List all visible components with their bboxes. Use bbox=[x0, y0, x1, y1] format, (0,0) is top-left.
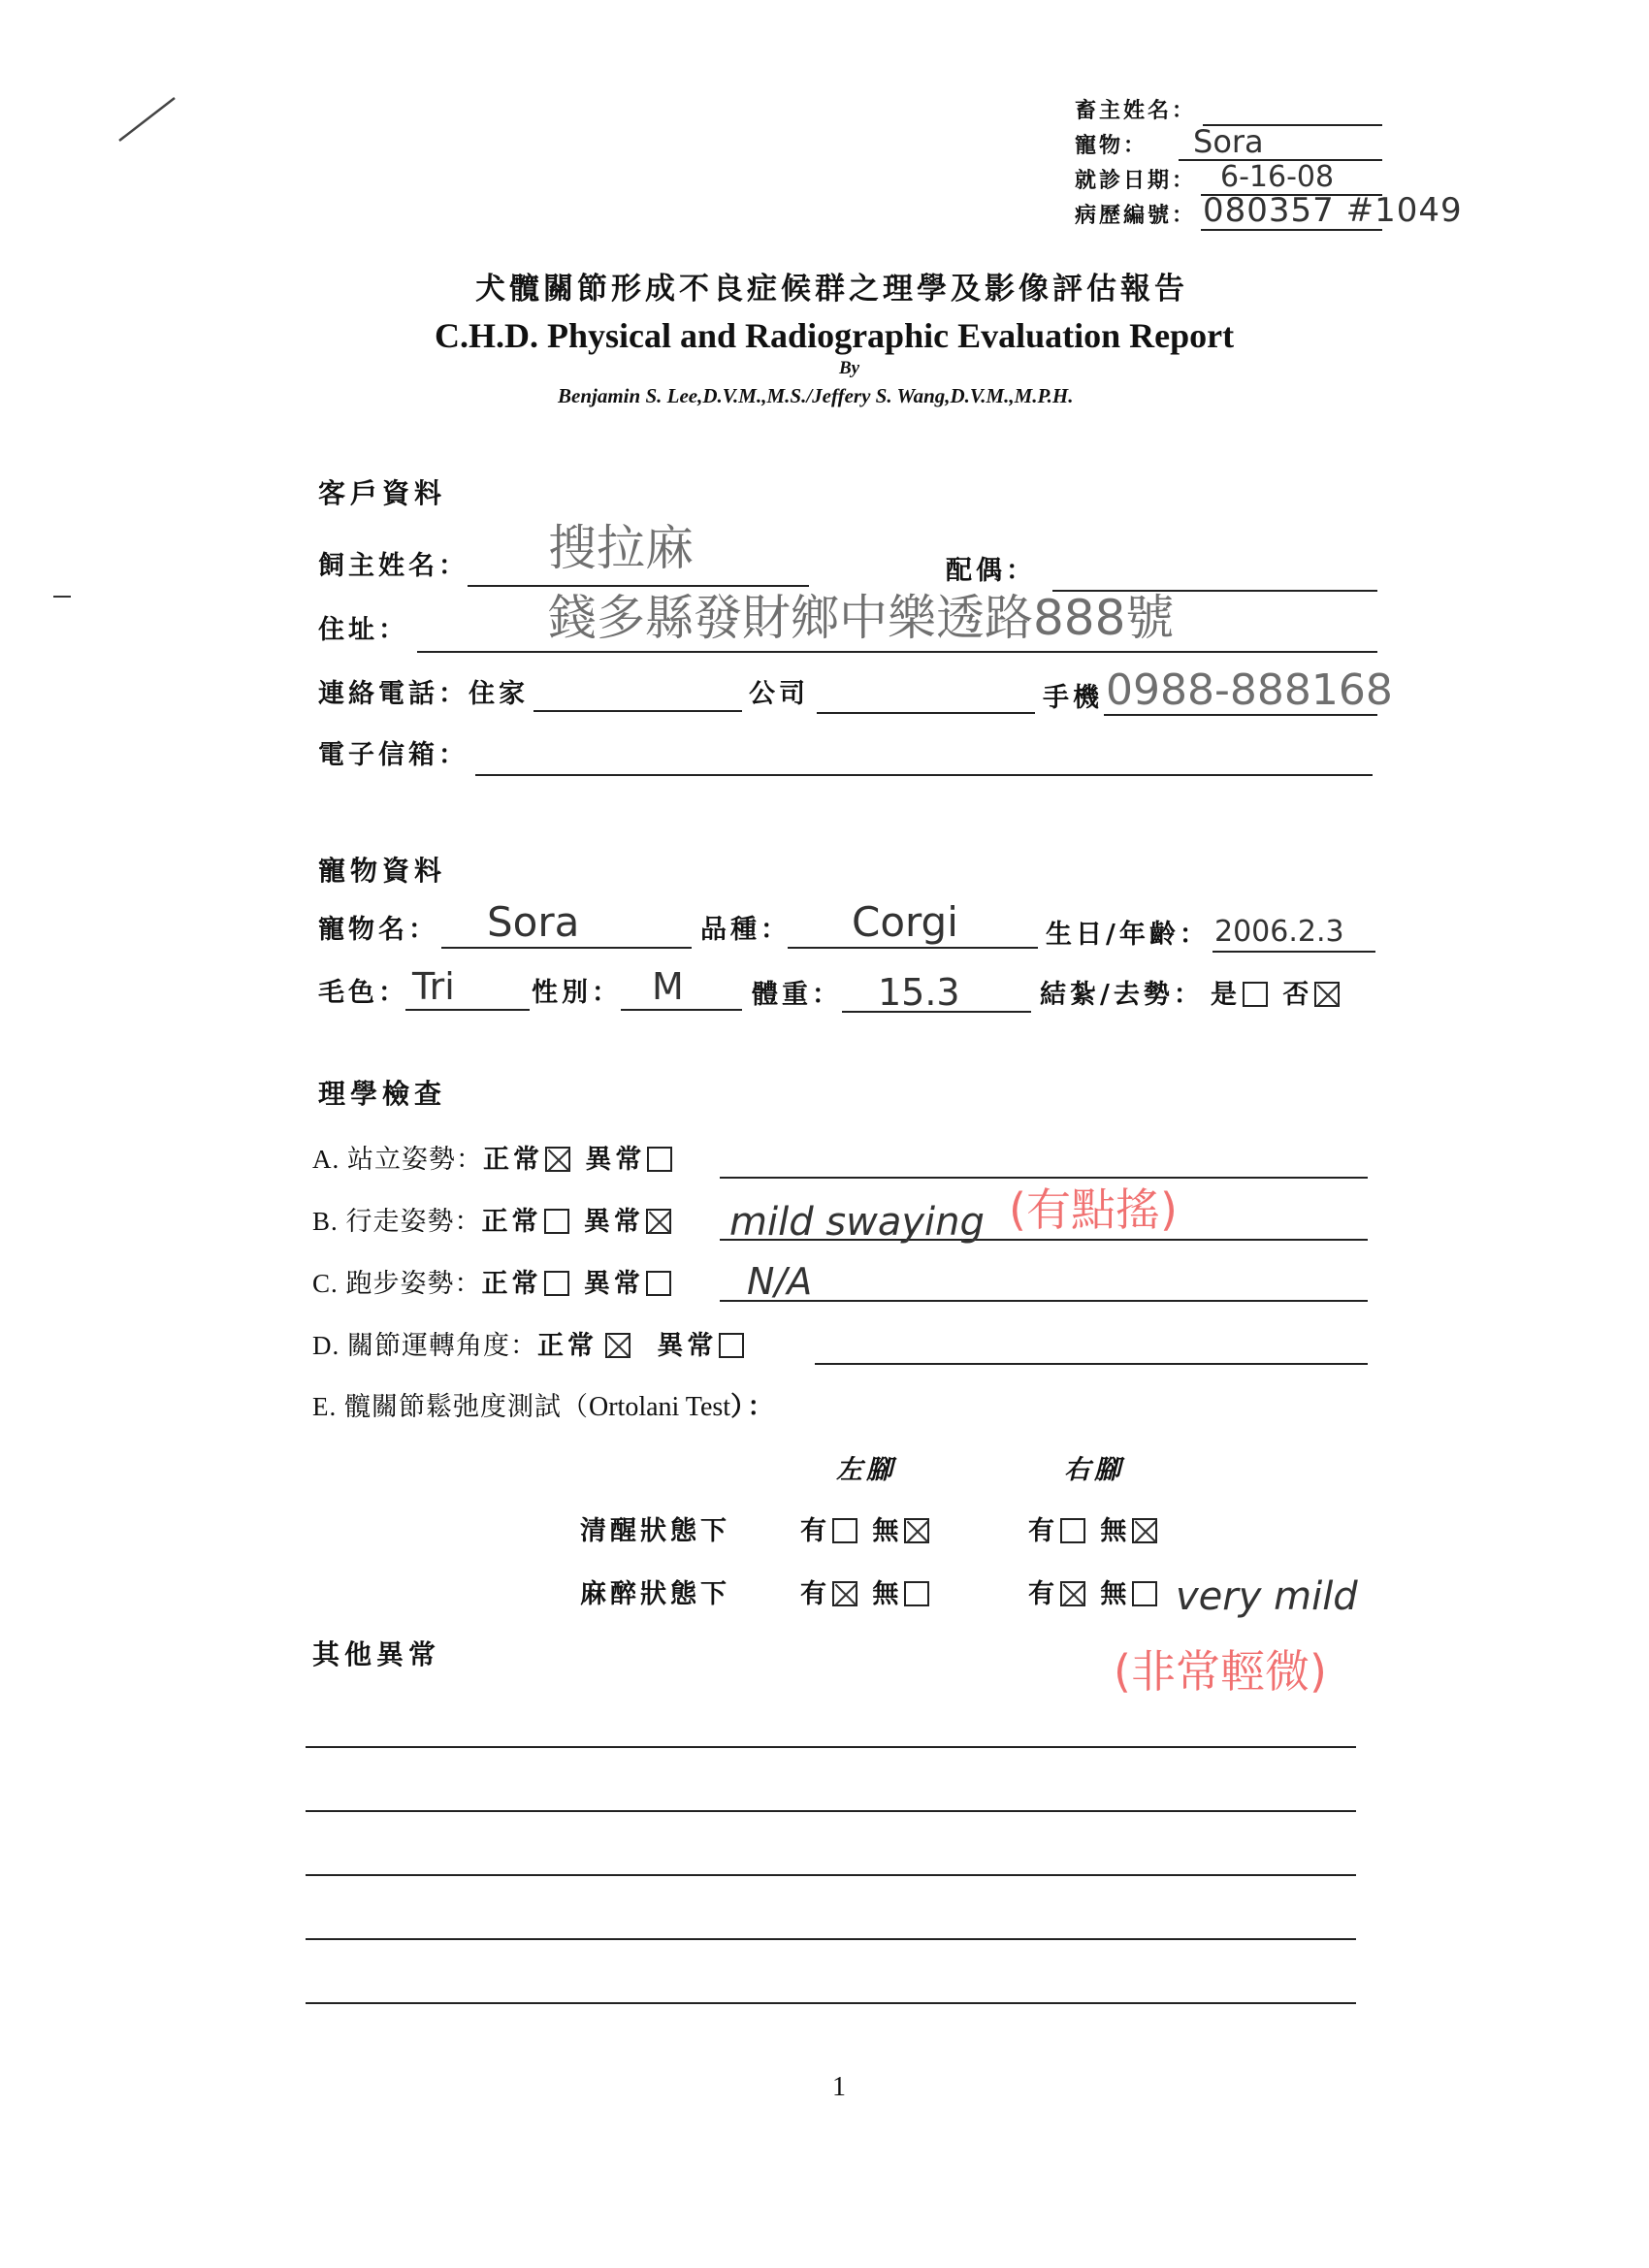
exam-b-abnormal-label: 異常 bbox=[583, 1207, 644, 1237]
breed-line bbox=[788, 947, 1038, 949]
anesth-right-has-checkbox[interactable] bbox=[1060, 1581, 1085, 1606]
exam-d-label: D. 關節運轉角度： bbox=[312, 1331, 537, 1360]
coat-label: 毛色： bbox=[318, 978, 408, 1008]
anesth-left-has-checkbox[interactable] bbox=[832, 1581, 857, 1606]
birth-label: 生日/年齡： bbox=[1046, 920, 1210, 950]
header-owner-label: 畜主姓名： bbox=[1075, 98, 1197, 123]
pet-section-title: 寵物資料 bbox=[318, 855, 447, 887]
pen-mark-icon bbox=[116, 92, 184, 146]
awake-right-none-checkbox[interactable] bbox=[1132, 1518, 1157, 1543]
phone-company-line bbox=[817, 712, 1035, 714]
exam-e-row bbox=[312, 1394, 778, 1421]
exam-a-label: A. 站立姿勢： bbox=[312, 1145, 483, 1174]
anesth-left-has-label: 有 bbox=[800, 1579, 830, 1609]
page-number: 1 bbox=[832, 2072, 846, 2102]
anesth-right-none-checkbox[interactable] bbox=[1132, 1581, 1157, 1606]
address-label: 住址： bbox=[318, 615, 408, 645]
exam-d-abnormal-checkbox[interactable] bbox=[719, 1333, 744, 1358]
coat-value[interactable]: Tri bbox=[412, 965, 455, 1008]
exam-c-abnormal-checkbox[interactable] bbox=[646, 1271, 671, 1296]
exam-c-normal-checkbox[interactable] bbox=[544, 1271, 569, 1296]
report-authors: Benjamin S. Lee,D.V.M.,M.S./Jeffery S. Wang,D.V.M.,M.P.H. bbox=[558, 384, 1074, 407]
exam-c-label: C. 跑步姿勢： bbox=[312, 1269, 482, 1298]
owner-name-line bbox=[468, 585, 809, 587]
anesth-left-none-checkbox[interactable] bbox=[904, 1581, 929, 1606]
awake-left-none-checkbox[interactable] bbox=[904, 1518, 929, 1543]
exam-b-note[interactable]: mild swaying bbox=[729, 1200, 985, 1245]
address-value[interactable]: 錢多縣發財鄉中樂透路888號 bbox=[548, 590, 1175, 646]
breed-value[interactable]: Corgi bbox=[852, 898, 958, 946]
stray-mark bbox=[53, 596, 71, 598]
exam-a-row bbox=[312, 1147, 674, 1173]
exam-b-note-zh: (有點搖) bbox=[1009, 1183, 1178, 1236]
pet-name-value[interactable]: Sora bbox=[487, 898, 580, 946]
other-line-4 bbox=[306, 1938, 1356, 1940]
neuter-yes-label: 是 bbox=[1211, 980, 1241, 1010]
right-leg-note-zh: (非常輕微) bbox=[1114, 1645, 1327, 1698]
email-label: 電子信箱： bbox=[318, 740, 469, 770]
header-visit-date-value[interactable]: 6-16-08 bbox=[1220, 160, 1335, 194]
anesth-right-options bbox=[1028, 1581, 1159, 1607]
neuter-yes-checkbox[interactable] bbox=[1243, 982, 1268, 1007]
phone-home-line bbox=[534, 710, 742, 712]
exam-c-normal-label: 正常 bbox=[481, 1269, 542, 1299]
owner-name-value[interactable]: 搜拉麻 bbox=[548, 520, 694, 576]
exam-c-note[interactable]: N/A bbox=[747, 1260, 813, 1303]
exam-d-row bbox=[312, 1333, 746, 1359]
client-section-title: 客戶資料 bbox=[318, 477, 447, 509]
right-leg-note[interactable]: very mild bbox=[1176, 1574, 1358, 1619]
exam-e-end: ）： bbox=[730, 1392, 778, 1422]
header-record-no-label: 病歷編號： bbox=[1075, 203, 1197, 228]
awake-left-none-label: 無 bbox=[872, 1516, 903, 1546]
exam-b-normal-label: 正常 bbox=[481, 1207, 542, 1237]
exam-a-abnormal-checkbox[interactable] bbox=[647, 1147, 672, 1172]
exam-b-row bbox=[312, 1209, 673, 1235]
anesth-left-options bbox=[800, 1581, 931, 1607]
anesth-label: 麻醉狀態下 bbox=[580, 1579, 730, 1609]
exam-a-abnormal-label: 異常 bbox=[585, 1145, 646, 1175]
spouse-label: 配偶： bbox=[946, 556, 1036, 586]
other-line-5 bbox=[306, 2002, 1356, 2004]
neuter-no-checkbox[interactable] bbox=[1314, 982, 1340, 1007]
breed-label: 品種： bbox=[700, 915, 791, 945]
exam-a-line bbox=[720, 1177, 1368, 1179]
other-section-title: 其他異常 bbox=[312, 1638, 441, 1670]
coat-line bbox=[405, 1009, 530, 1011]
report-title-en: C.H.D. Physical and Radiographic Evaluation Report bbox=[435, 316, 1235, 355]
left-leg-header: 左腳 bbox=[836, 1455, 896, 1485]
exam-section-title: 理學檢查 bbox=[318, 1078, 447, 1110]
awake-left-options bbox=[800, 1518, 931, 1544]
pet-name-label: 寵物名： bbox=[318, 915, 438, 945]
other-line-3 bbox=[306, 1874, 1356, 1876]
exam-e-label: E. 髖關節鬆弛度測試（ bbox=[312, 1392, 589, 1421]
anesth-left-none-label: 無 bbox=[872, 1579, 903, 1609]
exam-a-normal-label: 正常 bbox=[483, 1145, 543, 1175]
sex-value[interactable]: M bbox=[652, 965, 684, 1008]
mobile-value[interactable]: 0988-888168 bbox=[1106, 665, 1393, 715]
awake-left-has-checkbox[interactable] bbox=[832, 1518, 857, 1543]
neuter-no-label: 否 bbox=[1282, 980, 1313, 1010]
awake-right-options bbox=[1028, 1518, 1159, 1544]
neuter-label: 結紮/去勢： bbox=[1040, 980, 1204, 1010]
owner-name-label: 飼主姓名： bbox=[318, 551, 469, 581]
awake-right-has-checkbox[interactable] bbox=[1060, 1518, 1085, 1543]
header-pet-label: 寵物： bbox=[1075, 133, 1148, 158]
neuter-options bbox=[1211, 982, 1342, 1008]
exam-d-normal-label: 正常 bbox=[537, 1331, 598, 1361]
other-line-2 bbox=[306, 1810, 1356, 1812]
exam-a-normal-checkbox[interactable] bbox=[545, 1147, 570, 1172]
exam-d-line bbox=[815, 1363, 1368, 1365]
address-line bbox=[417, 651, 1377, 653]
awake-right-none-label: 無 bbox=[1100, 1516, 1131, 1546]
awake-left-has-label: 有 bbox=[800, 1516, 830, 1546]
header-pet-value[interactable]: Sora bbox=[1193, 123, 1264, 160]
report-title-zh: 犬髖關節形成不良症候群之理學及影像評估報告 bbox=[475, 272, 1188, 307]
exam-d-normal-checkbox[interactable] bbox=[605, 1333, 630, 1358]
header-record-no-value[interactable]: 080357 #1049 bbox=[1203, 191, 1463, 230]
exam-e-test: Ortolani Test bbox=[589, 1392, 731, 1422]
exam-b-normal-checkbox[interactable] bbox=[544, 1209, 569, 1234]
report-by: By bbox=[839, 358, 860, 378]
awake-right-has-label: 有 bbox=[1028, 1516, 1058, 1546]
exam-c-line bbox=[720, 1300, 1368, 1302]
exam-b-label: B. 行走姿勢： bbox=[312, 1207, 482, 1236]
anesth-right-has-label: 有 bbox=[1028, 1579, 1058, 1609]
right-leg-header: 右腳 bbox=[1064, 1455, 1124, 1485]
anesth-right-none-label: 無 bbox=[1100, 1579, 1131, 1609]
header-visit-date-label: 就診日期： bbox=[1075, 168, 1197, 193]
birth-line bbox=[1212, 951, 1375, 953]
exam-b-abnormal-checkbox[interactable] bbox=[646, 1209, 671, 1234]
weight-label: 體重： bbox=[752, 980, 842, 1010]
email-line bbox=[475, 774, 1373, 776]
phone-label: 連絡電話：住家 bbox=[318, 679, 529, 709]
awake-label: 清醒狀態下 bbox=[580, 1516, 730, 1546]
mobile-label: 手機 bbox=[1043, 683, 1103, 713]
weight-value[interactable]: 15.3 bbox=[878, 971, 960, 1014]
exam-c-row bbox=[312, 1271, 673, 1297]
exam-d-abnormal-label: 異常 bbox=[657, 1331, 718, 1361]
sex-line bbox=[621, 1009, 742, 1011]
other-line-1 bbox=[306, 1746, 1356, 1748]
exam-c-abnormal-label: 異常 bbox=[583, 1269, 644, 1299]
sex-label: 性別： bbox=[532, 978, 622, 1008]
company-label: 公司 bbox=[749, 679, 809, 709]
pet-name-line bbox=[441, 947, 692, 949]
birth-value[interactable]: 2006.2.3 bbox=[1214, 915, 1344, 949]
